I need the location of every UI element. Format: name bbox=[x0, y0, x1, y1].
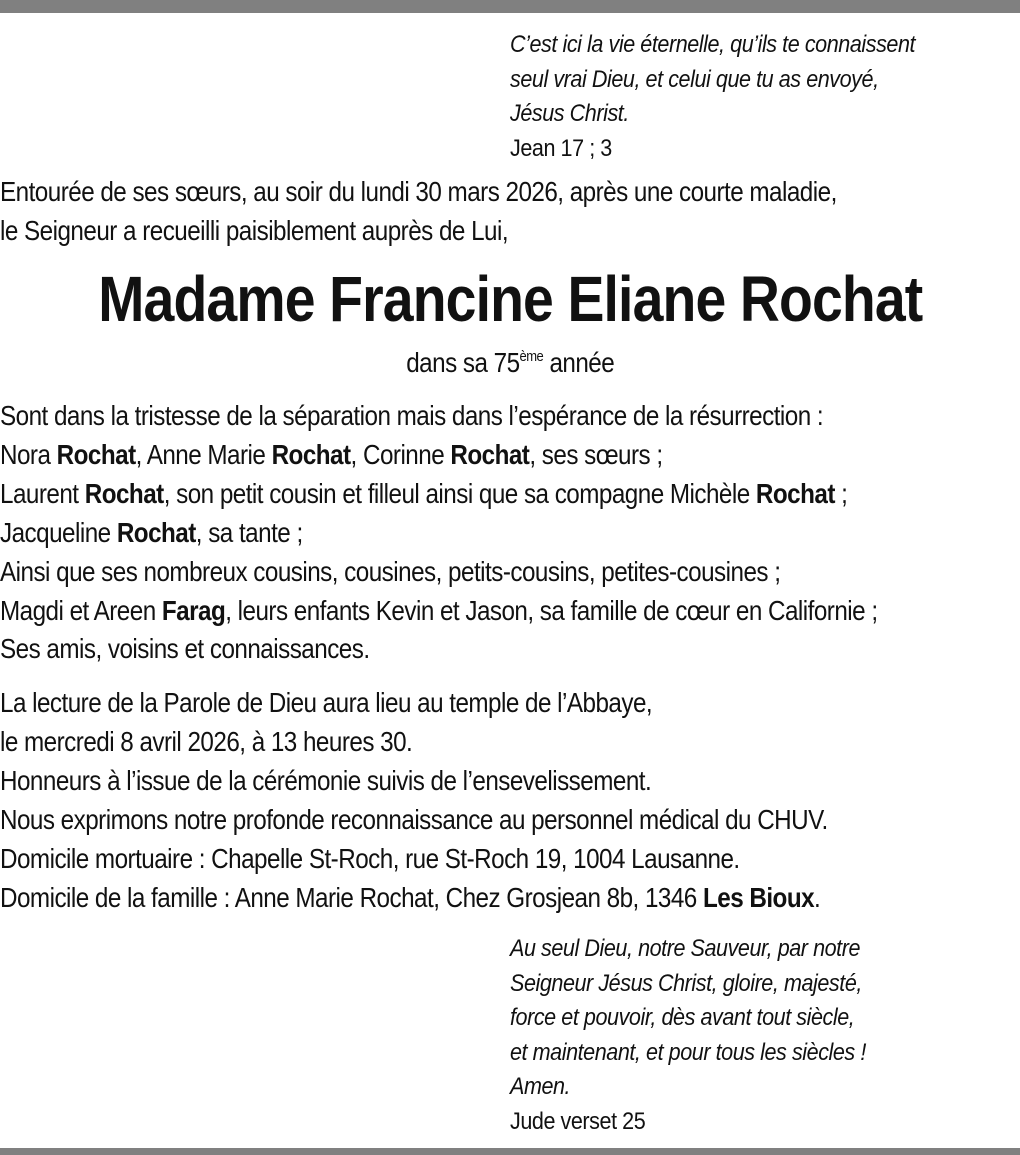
service-line: Domicile de la famille : Anne Marie Rochat, Chez Grosjean 8b, 1346 Les Bioux. bbox=[0, 881, 821, 913]
mourner-line: Laurent Rochat, son petit cousin et filleul ainsi que sa compagne Michèle Rochat ; bbox=[0, 477, 848, 509]
closing-line: Seigneur Jésus Christ, gloire, majesté, bbox=[510, 969, 862, 997]
closing-line: Au seul Dieu, notre Sauveur, par notre bbox=[510, 935, 861, 962]
service-line: La lecture de la Parole de Dieu aura lieu au temple de l’Abbaye, bbox=[0, 687, 653, 718]
mourners-list bbox=[0, 397, 878, 669]
top-rule bbox=[0, 0, 1020, 13]
epigraph-line: C’est ici la vie éternelle, qu’ils te connaissent bbox=[510, 31, 916, 58]
age-prefix: dans sa 75 bbox=[406, 347, 520, 378]
closing-line: Amen. bbox=[510, 1073, 571, 1100]
mourner-line: Magdi et Areen Farag, leurs enfants Kevin et Jason, sa famille de cœur en Californie ; bbox=[0, 594, 878, 626]
epigraph-line: Jésus Christ. bbox=[510, 100, 629, 127]
closing-quote bbox=[510, 932, 866, 1139]
service-line: Nous exprimons notre profonde reconnaissance au personnel médical du CHUV. bbox=[0, 803, 828, 835]
service-details bbox=[0, 684, 828, 917]
service-line: le mercredi 8 avril 2026, à 13 heures 30. bbox=[0, 725, 413, 757]
intro-line: Entourée de ses sœurs, au soir du lundi 30 mars 2026, après une courte maladie, bbox=[0, 176, 837, 207]
intro-paragraph bbox=[0, 173, 837, 251]
mourner-line: Jacqueline Rochat, sa tante ; bbox=[0, 516, 303, 548]
age-superscript: ème bbox=[519, 348, 544, 365]
closing-line: et maintenant, et pour tous les siècles ! bbox=[510, 1038, 866, 1066]
intro-line: le Seigneur a recueilli paisiblement auprès de Lui, bbox=[0, 214, 509, 246]
closing-reference: Jude verset 25 bbox=[510, 1107, 646, 1135]
mourner-line: Nora Rochat, Anne Marie Rochat, Corinne Rochat, ses sœurs ; bbox=[0, 438, 663, 470]
mourner-line: Ses amis, voisins et connaissances. bbox=[0, 633, 370, 665]
epigraph-quote bbox=[510, 28, 915, 166]
deceased-name-text: Madame Francine Eliane Rochat bbox=[97, 263, 923, 335]
mourner-line: Ainsi que ses nombreux cousins, cousines, petits-cousins, petites-cousines ; bbox=[0, 555, 781, 587]
bottom-rule bbox=[0, 1148, 1020, 1155]
deceased-name bbox=[0, 263, 1020, 335]
mourners-intro: Sont dans la tristesse de la séparation mais dans l’espérance de la résurrection : bbox=[0, 400, 824, 431]
epigraph-reference: Jean 17 ; 3 bbox=[510, 134, 612, 162]
service-line: Honneurs à l’issue de la cérémonie suivis de l’ensevelissement. bbox=[0, 764, 652, 796]
deceased-age bbox=[0, 343, 1020, 383]
closing-line: force et pouvoir, dès avant tout siècle, bbox=[510, 1004, 855, 1031]
service-line: Domicile mortuaire : Chapelle St-Roch, rue St-Roch 19, 1004 Lausanne. bbox=[0, 842, 740, 874]
epigraph-line: seul vrai Dieu, et celui que tu as envoyé, bbox=[510, 65, 879, 93]
age-suffix: année bbox=[543, 347, 614, 378]
